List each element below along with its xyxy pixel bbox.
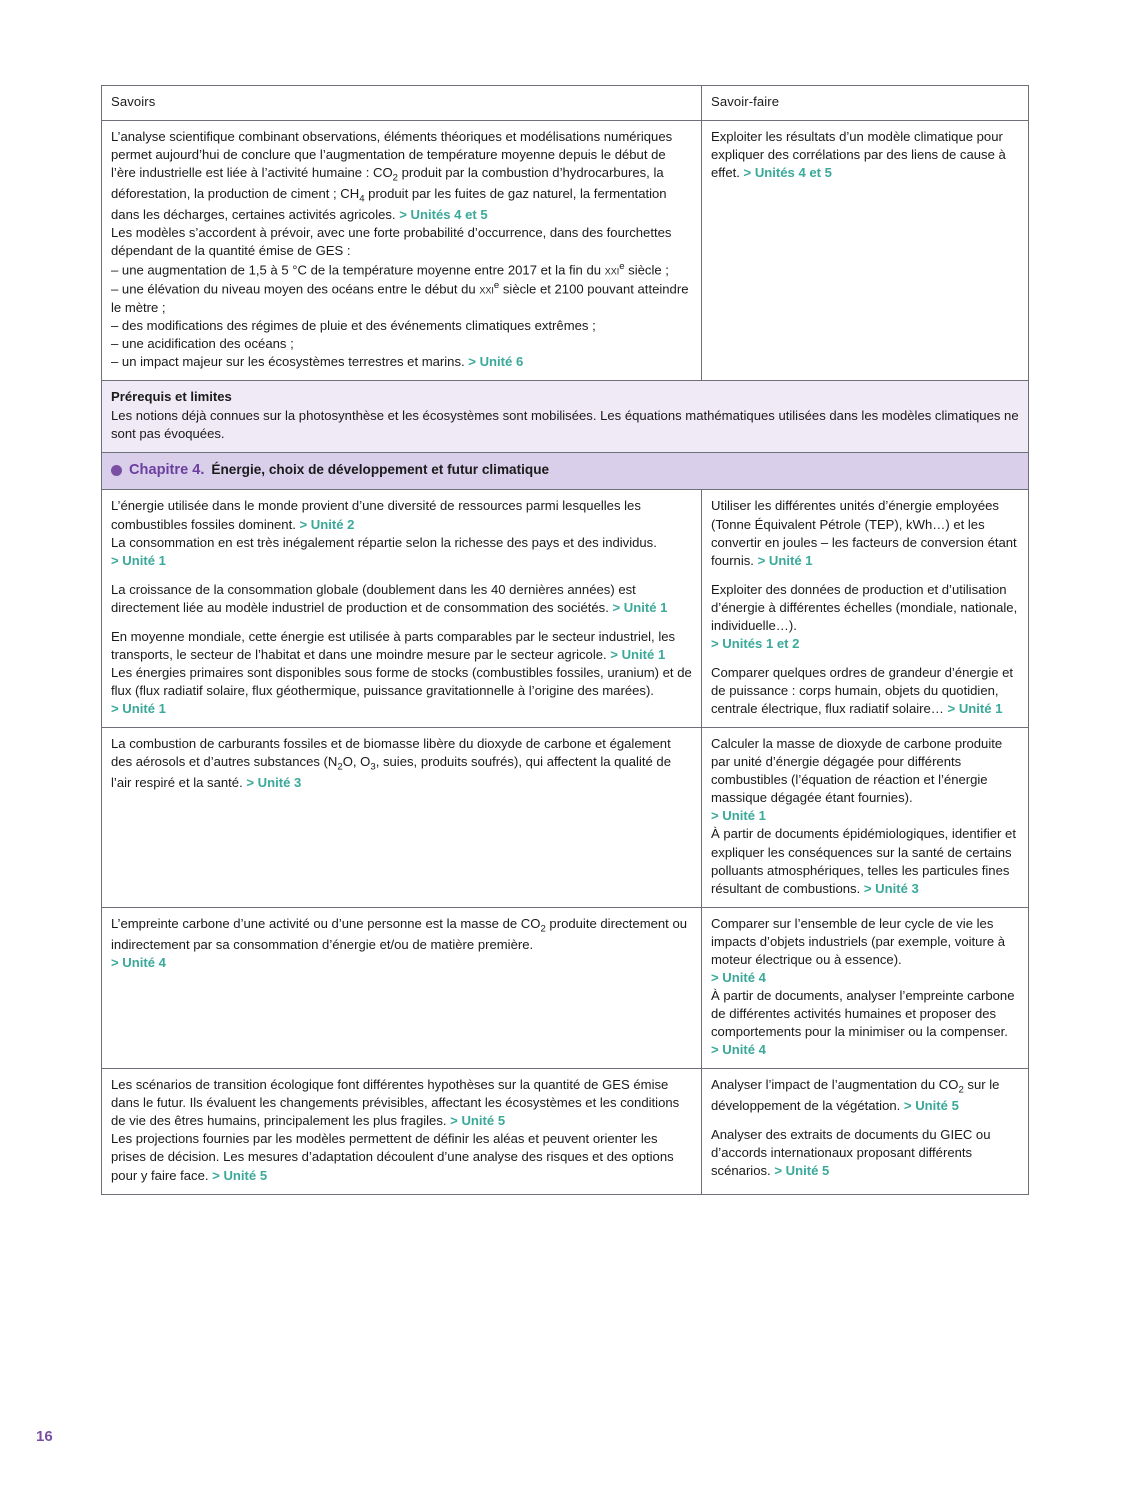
text-energies-primaires: Les énergies primaires sont disponibles sous forme de stocks (combustibles fossiles, uranium) et de flux (flux radiatif solaire, flux géothermique, puissance gravitationnelle à l’origine des marées).	[111, 664, 692, 699]
cell-savoirs-5	[102, 1069, 702, 1194]
unit-ref[interactable]: > Unité 5	[774, 1163, 830, 1179]
page-number: 16	[36, 1428, 53, 1445]
unit-ref[interactable]: > Unité 4	[711, 1042, 766, 1058]
list-item	[111, 279, 692, 316]
paragraph-comparer-cycle-vie	[711, 915, 1019, 987]
unit-ref[interactable]: > Unité 5	[903, 1098, 959, 1114]
column-header-savoirs: Savoirs	[102, 86, 702, 121]
unit-ref[interactable]: > Unité 6	[468, 354, 524, 370]
text-exploiter: Exploiter les résultats d’un modèle climatique pour expliquer des corrélations par des liens de cause à effet.	[711, 129, 1006, 181]
bullet-icon	[111, 465, 122, 476]
table-row	[102, 490, 1029, 728]
text-century-roman: xxi	[479, 281, 494, 297]
text-combustion-part1: La combustion de carburants fossiles et de biomasse libère du dioxyde de carbone et également des aérosols et d’autres substances (N	[111, 736, 671, 770]
text-calculer-masse: Calculer la masse de dioxyde de carbone produite par unité d’énergie dégagée pour différents combustibles (l’équation de réaction et l’énergie massique dégagée étant fournies).	[711, 736, 1003, 806]
prerequis-text: Les notions déjà connues sur la photosynthèse et les écosystèmes sont mobilisées. Les équations mathématiques utilisées dans les modèles climatiques ne sont pas évoquées.	[111, 408, 1019, 442]
paragraph-consommation-repartie	[111, 534, 692, 570]
superscript-e: e	[619, 261, 625, 273]
subscript-2: 2	[540, 923, 546, 935]
text-century-roman: xxi	[604, 262, 620, 278]
paragraph-epidemiologie	[711, 825, 1019, 897]
cell-savoir-faire-5	[702, 1069, 1029, 1194]
unit-ref[interactable]: > Unité 5	[212, 1167, 268, 1183]
cell-savoir-faire-3	[702, 728, 1029, 908]
text-bullet5: – un impact majeur sur les écosystèmes terrestres et marins.	[111, 354, 465, 370]
text-croissance: La croissance de la consommation globale (doublement dans les 40 dernières années) est directement liée au modèle industriel de production et de consommation des sociétés.	[111, 581, 636, 615]
cell-savoirs-4	[102, 907, 702, 1069]
list-item: – des modifications des régimes de pluie et des événements climatiques extrêmes ;	[111, 317, 596, 333]
paragraph-calculer-masse	[711, 735, 1019, 825]
paragraph-analyser-giec	[711, 1126, 1019, 1180]
unit-ref[interactable]: > Unité 1	[111, 701, 166, 717]
unit-ref[interactable]: > Unité 5	[450, 1113, 506, 1129]
unit-ref[interactable]: > Unité 3	[246, 775, 302, 791]
cell-chapter-heading	[102, 453, 1029, 490]
paragraph-energies-primaires	[111, 664, 692, 718]
paragraph-analyser-impact	[711, 1076, 1019, 1115]
text-empreinte-part1: L’empreinte carbone d’une activité ou d’une personne est la masse de CO	[111, 915, 541, 931]
text-analyse-part3: produit par les fuites de gaz naturel, la fermentation dans les décharges, certaines activités agricoles.	[111, 186, 667, 222]
paragraph-croissance	[111, 581, 692, 617]
list-item	[111, 260, 692, 279]
table-row	[102, 728, 1029, 908]
subscript-3: 3	[370, 761, 376, 773]
unit-ref[interactable]: > Unité 1	[711, 808, 766, 824]
table-row	[102, 121, 1029, 381]
paragraph-combustion	[111, 735, 692, 792]
subscript-2: 2	[392, 172, 398, 184]
text-combustion-part2: O, O	[342, 754, 371, 770]
text-exploiter-donnees: Exploiter des données de production et d’utilisation d’énergie à différentes échelles (mondiale, nationale, individuelle…).	[711, 581, 1018, 633]
unit-ref[interactable]: > Unités 4 et 5	[399, 206, 488, 222]
unit-ref[interactable]: > Unités 1 et 2	[711, 635, 800, 651]
text-comparer-ordres: Comparer quelques ordres de grandeur d’énergie et de puissance : corps humain, objets du quotidien, centrale électrique, flux radiatif solaire…	[711, 664, 1014, 717]
unit-ref[interactable]: > Unité 1	[111, 552, 166, 568]
cell-savoir-faire-1	[702, 121, 1029, 381]
unit-ref[interactable]: > Unité 1	[947, 701, 1003, 717]
cell-savoir-faire-4	[702, 907, 1029, 1069]
cell-savoir-faire-2	[702, 490, 1029, 728]
paragraph-comparer-ordres	[711, 664, 1019, 718]
text-utiliser-unites: Utiliser les différentes unités d’énergie employées (Tonne Équivalent Pétrole (TEP), kWh…) et les convertir en joules – les facteurs de conversion étant fournis.	[711, 498, 1017, 568]
paragraph-utiliser-unites	[711, 497, 1019, 569]
text-bullet1-part1: – une augmentation de 1,5 à 5 °C de la température moyenne entre 2017 et la fin du	[111, 262, 605, 278]
unit-ref[interactable]: > Unité 4	[711, 969, 766, 985]
paragraph-energie-ressources	[111, 497, 692, 533]
unit-ref[interactable]: > Unité 1	[612, 599, 668, 615]
cell-prerequis	[102, 381, 1029, 453]
paragraph-exploiter-donnees	[711, 581, 1019, 653]
paragraph-empreinte-carbone	[111, 915, 692, 972]
text-energie-ressources: L’énergie utilisée dans le monde provient d’une diversité de ressources parmi lesquelles les combustibles fossiles dominent.	[111, 498, 641, 532]
table-row-chapter	[102, 453, 1029, 490]
superscript-e: e	[493, 280, 500, 292]
text-comparer-cycle-vie: Comparer sur l’ensemble de leur cycle de vie les impacts d’objets industriels (par exemple, voiture à moteur électrique ou à essence).	[711, 915, 1006, 967]
list-item: – une acidification des océans ;	[111, 336, 294, 352]
column-header-savoir-faire: Savoir-faire	[702, 86, 1029, 121]
text-scenarios: Les scénarios de transition écologique font différentes hypothèses sur la quantité de GES émise dans le futur. Ils évaluent les changements prévisibles, affectant les écosystèmes et les conditions de vie des êtres humains, principalement les plus fragiles.	[111, 1077, 680, 1129]
text-epidemiologie: À partir de documents épidémiologiques, identifier et expliquer les conséquences sur la santé de certains polluants atmosphériques, telles les particules fines résultant de combustions.	[711, 826, 1016, 896]
unit-ref[interactable]: > Unité 3	[863, 880, 919, 896]
subscript-2: 2	[958, 1084, 964, 1096]
text-analyse-part2: produit par la combustion d’hydrocarbures, la déforestation, la production de ciment ; CH	[111, 165, 664, 202]
table-header-row	[102, 86, 1029, 121]
cell-savoirs-1	[102, 121, 702, 381]
paragraph-analyse	[111, 128, 692, 224]
unit-ref[interactable]: > Unité 2	[299, 516, 355, 532]
text-analyser-empreinte: À partir de documents, analyser l’empreinte carbone de différentes activités humaines et proposer des comportements pour la minimiser ou la compenser.	[711, 987, 1015, 1040]
text-analyse-part1: L’analyse scientifique combinant observations, éléments théoriques et modélisations numériques permet aujourd’hui de conclure que l’augmentation de température moyenne depuis le début de l’ère industrielle est liée à l’activité humaine : CO	[111, 129, 673, 181]
unit-ref[interactable]: > Unité 1	[757, 552, 813, 568]
chapter-number: Chapitre 4.	[129, 462, 205, 479]
unit-ref[interactable]: > Unités 4 et 5	[743, 165, 832, 181]
text-empreinte-part2: produite directement ou indirectement par sa consommation d’énergie et/ou de matière première.	[111, 915, 688, 952]
paragraph-moyenne-mondiale	[111, 628, 692, 664]
paragraph-modeles: Les modèles s’accordent à prévoir, avec une forte probabilité d’occurrence, dans des fourchettes dépendant de la quantité émise de GES :	[111, 224, 672, 258]
text-projections: Les projections fournies par les modèles permettent de définir les aléas et peuvent orienter les prises de décision. Les mesures d’adaptation découlent d’une analyse des risques et des options pour y faire face.	[111, 1131, 674, 1183]
table-row	[102, 907, 1029, 1069]
text-combustion-part3: , suies, produits soufrés), qui affectent la qualité de l’air respiré et la santé.	[111, 754, 671, 791]
paragraph-exploiter	[711, 128, 1019, 182]
paragraph-projections	[111, 1130, 692, 1184]
list-item	[111, 353, 692, 371]
cell-savoirs-3	[102, 728, 702, 908]
curriculum-table	[101, 85, 1029, 1195]
text-moyenne-mondiale: En moyenne mondiale, cette énergie est utilisée à parts comparables par le secteur industriel, les transports, le secteur de l’habitat et dans une moindre mesure par le secteur agricole.	[111, 628, 676, 662]
text-analyser-giec: Analyser des extraits de documents du GIEC ou d’accords internationaux proposant différents scénarios.	[711, 1127, 991, 1179]
subscript-2: 2	[337, 761, 343, 773]
cell-savoirs-2	[102, 490, 702, 728]
text-analyser-impact-part1: Analyser l’impact de l’augmentation du CO	[711, 1077, 959, 1093]
table-row	[102, 1069, 1029, 1194]
text-consommation-repartie: La consommation en est très inégalement répartie selon la richesse des pays et des individus.	[111, 534, 657, 550]
text-bullet2-part1: – une élévation du niveau moyen des océans entre le début du	[111, 281, 480, 297]
text-bullet1-part2: siècle ;	[624, 262, 669, 278]
prerequis-title: Prérequis et limites	[111, 389, 232, 405]
chapter-title: Énergie, choix de développement et futur climatique	[211, 462, 550, 478]
unit-ref[interactable]: > Unité 4	[111, 954, 166, 970]
paragraph-scenarios	[111, 1076, 692, 1130]
table-row-prerequis	[102, 381, 1029, 453]
paragraph-analyser-empreinte	[711, 987, 1019, 1059]
unit-ref[interactable]: > Unité 1	[610, 646, 666, 662]
text-bullet2-part2: siècle et 2100 pouvant atteindre le mètre ;	[111, 281, 689, 315]
text-analyser-impact-part2: sur le développement de la végétation.	[711, 1077, 1000, 1114]
subscript-4: 4	[359, 193, 365, 205]
